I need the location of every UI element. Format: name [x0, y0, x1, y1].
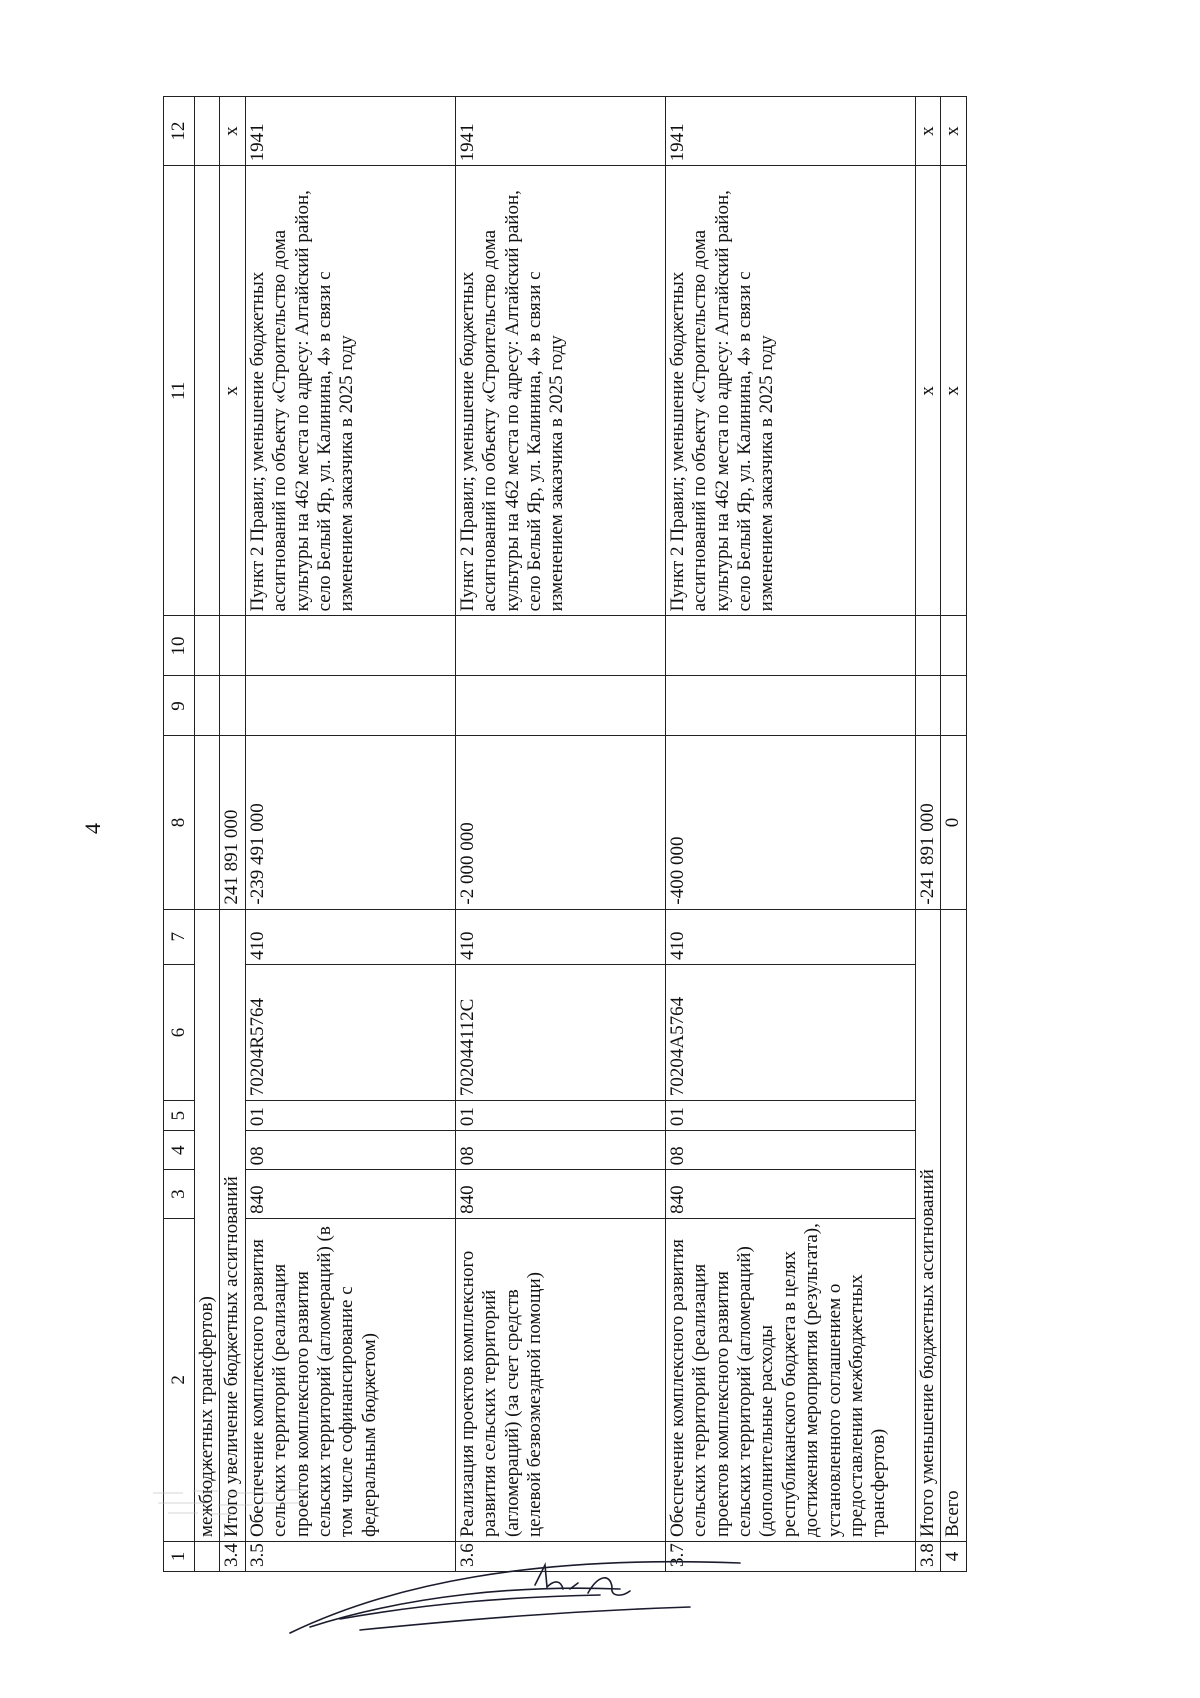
header-cell: 6 [164, 964, 195, 1100]
row-number: 3.5 [245, 1542, 455, 1572]
code-pr: 01 [245, 1101, 455, 1131]
header-row [164, 97, 195, 1572]
code-rz: 08 [455, 1131, 665, 1170]
code-pr: 01 [665, 1101, 915, 1131]
page-number: 4 [80, 823, 105, 834]
header-cell: 4 [164, 1131, 195, 1170]
note-cell: x [941, 166, 966, 616]
table-row [915, 97, 940, 1572]
header-cell: 12 [164, 97, 195, 166]
code-rz: 08 [665, 1131, 915, 1170]
table-row [455, 97, 665, 1572]
note-cell: Пункт 2 Правил; уменьшение бюджетных ассигнований по объекту «Строительство дома культуры на 462 места по адресу: Алтайский район, село Белый Яр, ул. Калинина, 4» в связи с изменением заказчика в 2025 году [665, 166, 915, 616]
note-cell: Пункт 2 Правил; уменьшение бюджетных ассигнований по объекту «Строительство дома культуры на 462 места по адресу: Алтайский район, село Белый Яр, ул. Калинина, 4» в связи с изменением заказчика в 2025 году [455, 166, 665, 616]
signature [270, 1515, 750, 1645]
code-cell: x [220, 97, 245, 166]
row-number: 3.8 [915, 1542, 940, 1572]
row-name: Обеспечение комплексного развития сельских территорий (реализация проектов комплексного развития сельских территорий (агломераций) (дополнительные расходы республиканского бюджета в целях достижения мероприятия (результата), установленного соглашением о предоставлении межбюджетных трансфертов) [665, 1218, 915, 1541]
note-cell: Пункт 2 Правил; уменьшение бюджетных ассигнований по объекту «Строительство дома культуры на 462 места по адресу: Алтайский район, село Белый Яр, ул. Калинина, 4» в связи с изменением заказчика в 2025 году [245, 166, 455, 616]
row-name: Итого увеличение бюджетных ассигнований [220, 909, 245, 1541]
code-csr: 70204R5764 [245, 964, 455, 1100]
table-row [220, 97, 245, 1572]
header-cell: 9 [164, 676, 195, 736]
code-vr: 410 [665, 909, 915, 964]
row-number: 4 [941, 1542, 966, 1572]
code-cell: 1941 [245, 97, 455, 166]
code-vr: 410 [455, 909, 665, 964]
header-cell: 3 [164, 1170, 195, 1218]
note-cell: x [915, 166, 940, 616]
row-number [195, 1542, 220, 1572]
header-cell: 2 [164, 1218, 195, 1541]
table-row [665, 97, 915, 1572]
budget-table [163, 96, 967, 1572]
header-cell: 8 [164, 736, 195, 909]
code-csr: 702044112C [455, 964, 665, 1100]
code-csr: 70204A5764 [665, 964, 915, 1100]
amount-cell: -241 891 000 [915, 736, 940, 909]
code-cell: x [915, 97, 940, 166]
header-cell: 1 [164, 1542, 195, 1572]
header-cell: 10 [164, 616, 195, 676]
rotated-table-container [163, 96, 1089, 1572]
table-row [245, 97, 455, 1572]
table-row [941, 97, 966, 1572]
row-name: Обеспечение комплексного развития сельских территорий (реализация проектов комплексного развития сельских территорий (агломераций) (в том числе софинансирование с федеральным бюджетом) [245, 1218, 455, 1541]
row-number: 3.4 [220, 1542, 245, 1572]
code-vr: 410 [245, 909, 455, 964]
table-row [195, 97, 220, 1572]
amount-cell: 0 [941, 736, 966, 909]
row-name: межбюджетных трансфертов) [195, 909, 220, 1541]
code-rz: 08 [245, 1131, 455, 1170]
amount-cell: 241 891 000 [220, 736, 245, 909]
amount-cell: -239 491 000 [245, 736, 455, 909]
code-cell: x [941, 97, 966, 166]
header-cell: 7 [164, 909, 195, 964]
row-name: Итого уменьшение бюджетных ассигнований [915, 909, 940, 1541]
code-gr: 840 [455, 1170, 665, 1218]
row-name: Реализация проектов комплексного развития сельских территорий (агломераций) (за счет средств целевой безвозмездной помощи) [455, 1218, 665, 1541]
row-number: 3.7 [665, 1542, 915, 1572]
amount-cell: -400 000 [665, 736, 915, 909]
amount-cell: -2 000 000 [455, 736, 665, 909]
code-cell: 1941 [665, 97, 915, 166]
code-gr: 840 [245, 1170, 455, 1218]
note-cell: x [220, 166, 245, 616]
code-cell: 1941 [455, 97, 665, 166]
row-number: 3.6 [455, 1542, 665, 1572]
header-cell: 11 [164, 166, 195, 616]
header-cell: 5 [164, 1101, 195, 1131]
code-pr: 01 [455, 1101, 665, 1131]
code-gr: 840 [665, 1170, 915, 1218]
row-name: Всего [941, 909, 966, 1541]
